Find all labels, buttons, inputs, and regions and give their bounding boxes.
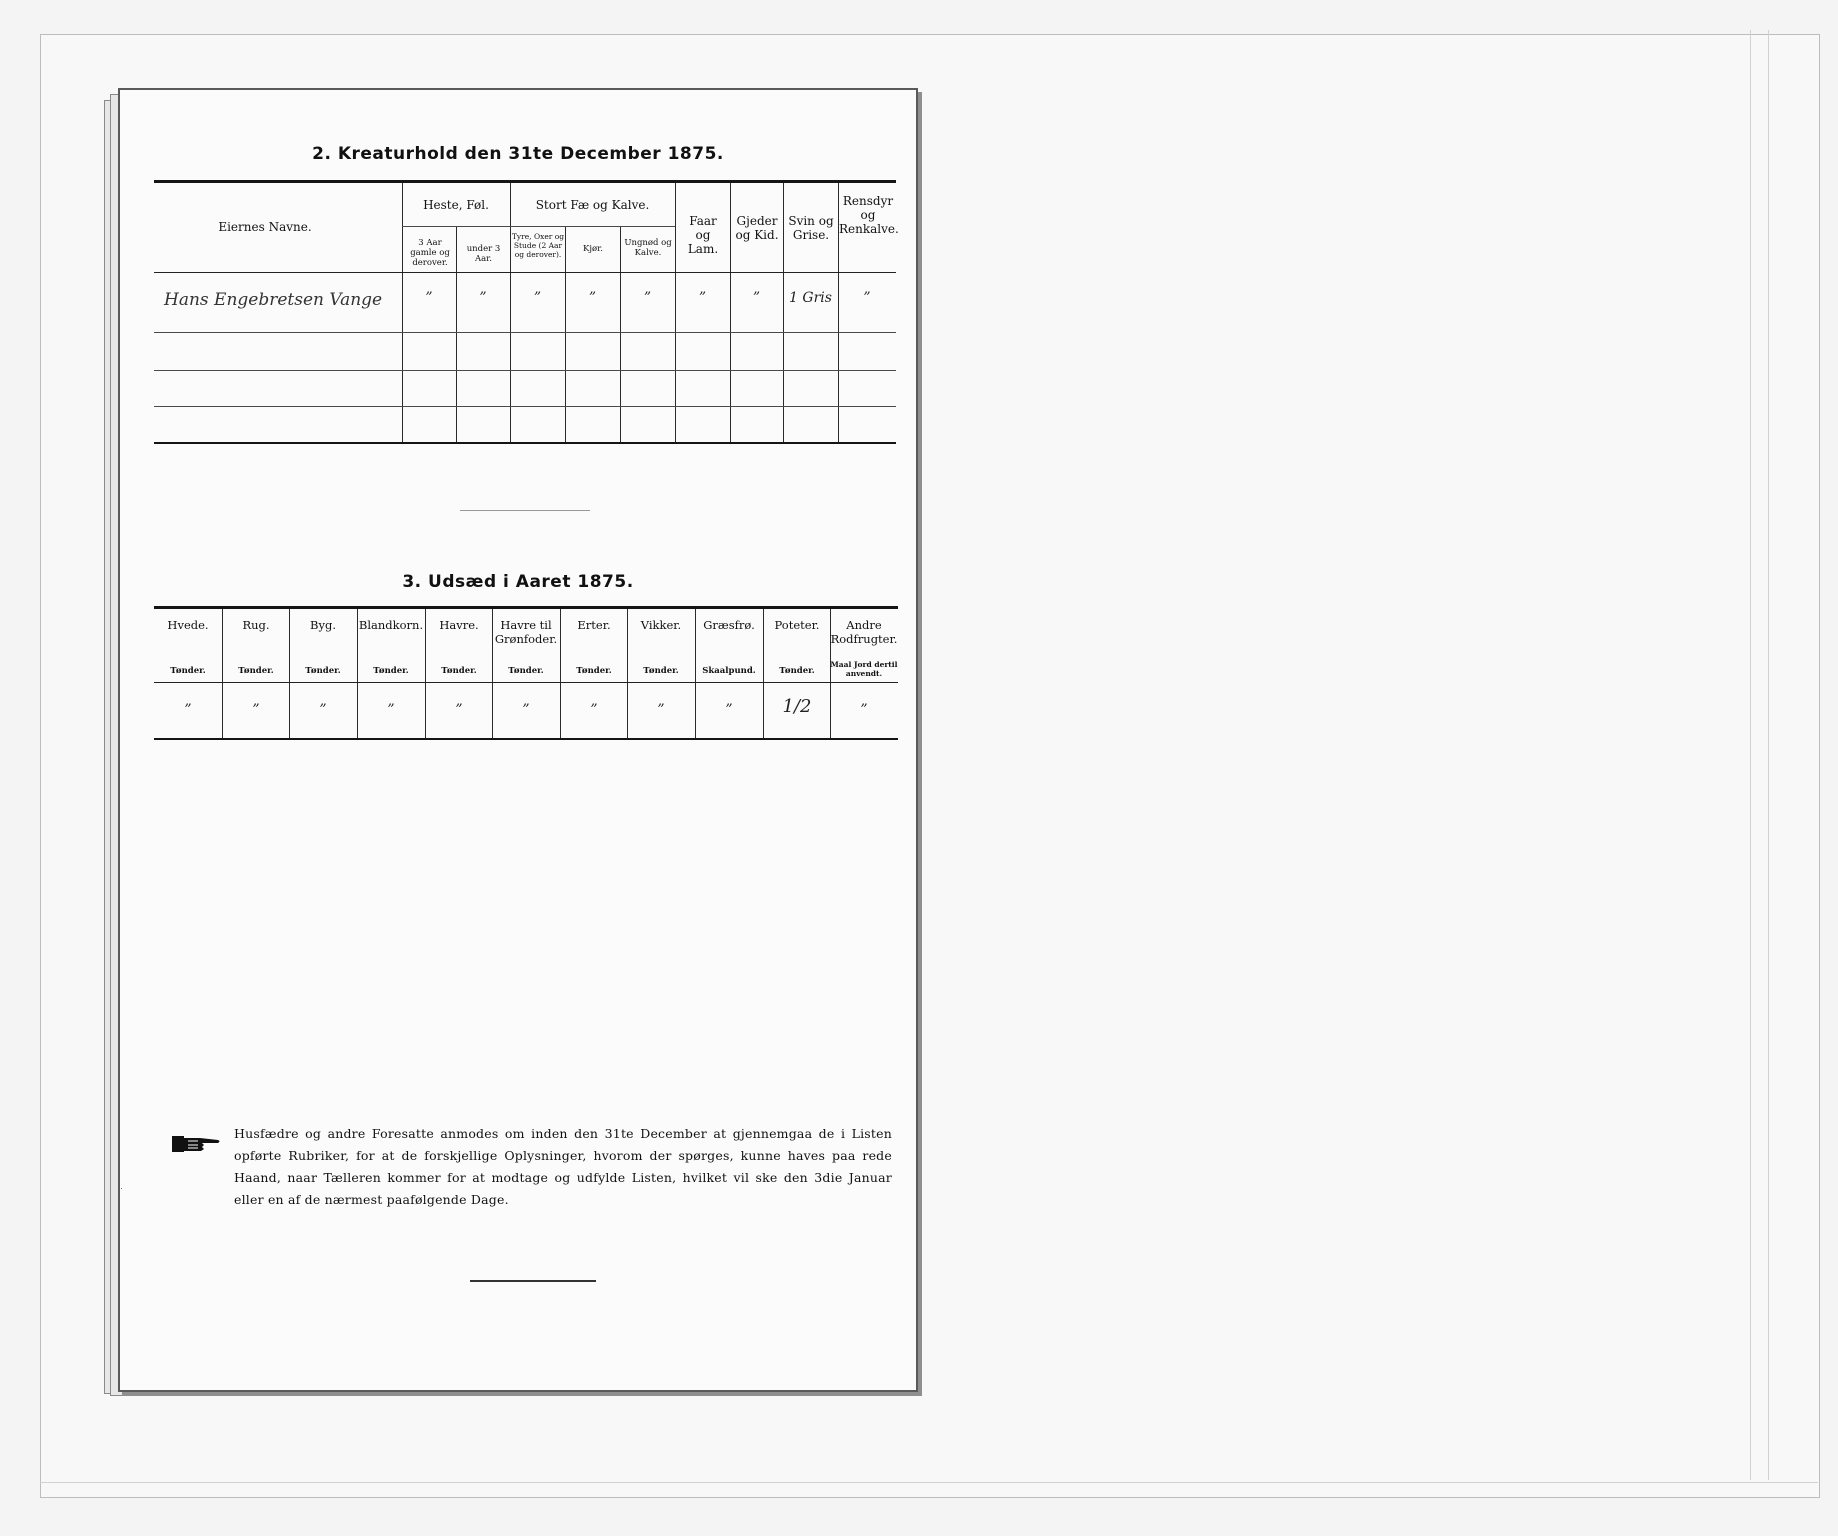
udsaed-value: ” — [387, 702, 395, 718]
row-line — [154, 370, 896, 371]
udsaed-value: ” — [657, 702, 665, 718]
header-svin: Svin og Grise. — [788, 214, 834, 242]
header-gjeder: Gjeder og Kid. — [735, 214, 779, 242]
table-rule — [154, 606, 898, 609]
udsaed-unit: Tønder. — [238, 666, 274, 676]
section3-title: 3. Udsæd i Aaret 1875. — [402, 572, 634, 592]
subheader-line — [402, 226, 675, 227]
header-kjor: Kjør. — [583, 244, 603, 254]
owner-name: Hans Engebretsen Vange — [164, 290, 383, 310]
header-heste-under3: under 3 Aar. — [466, 244, 501, 264]
udsaed-header: Byg. — [310, 618, 336, 632]
udsaed-header: Hvede. — [167, 618, 209, 632]
header-tyre: Tyre, Oxer og Stude (2 Aar og derover). — [511, 232, 565, 259]
udsaed-header: Blandkorn. — [358, 618, 424, 632]
header-heste-over3: 3 Aar gamle og derover. — [410, 238, 450, 268]
udsaed-unit: Skaalpund. — [702, 666, 756, 676]
table-rule — [154, 442, 896, 444]
udsaed-value: ” — [860, 702, 868, 718]
header-stort-fae: Stort Fæ og Kalve. — [535, 198, 650, 212]
udsaed-header: Havre til Grønfoder. — [494, 618, 558, 646]
value-heste-over3: ” — [425, 290, 433, 306]
column-divider — [730, 183, 731, 442]
row-line — [154, 406, 896, 407]
value-kjor: ” — [588, 290, 597, 306]
value-tyre: ” — [533, 290, 542, 306]
udsaed-unit: Maal Jord dertil anvendt. — [830, 660, 898, 678]
udsaed-value: ” — [252, 702, 260, 718]
udsaed-value: ” — [725, 702, 733, 718]
udsaed-value: ” — [184, 702, 192, 718]
udsaed-header: Erter. — [577, 618, 611, 632]
udsaed-header: Vikker. — [640, 618, 682, 632]
header-line — [154, 272, 896, 273]
udsaed-unit: Tønder. — [305, 666, 341, 676]
udsaed-unit: Tønder. — [643, 666, 679, 676]
header-line — [154, 682, 898, 683]
udsaed-value: ” — [522, 702, 530, 718]
page-bottom-dash — [121, 1188, 122, 1189]
frame-edge — [1768, 30, 1769, 1480]
udsaed-header: Græsfrø. — [703, 618, 755, 632]
separator-dash — [470, 1280, 596, 1282]
udsaed-header: Poteter. — [774, 618, 820, 632]
table-rule — [154, 180, 896, 183]
value-heste-under3: ” — [479, 290, 487, 306]
udsaed-unit: Tønder. — [576, 666, 612, 676]
value-ungnod: ” — [643, 290, 652, 306]
value-faar: ” — [698, 290, 707, 306]
udsaed-unit: Tønder. — [508, 666, 544, 676]
frame-edge — [40, 1482, 1818, 1483]
column-divider — [620, 226, 621, 442]
census-page — [118, 88, 918, 1392]
value-gjeder: ” — [752, 290, 761, 306]
column-divider — [675, 183, 676, 442]
section2-title: 2. Kreaturhold den 31te December 1875. — [312, 144, 724, 164]
udsaed-value: ” — [455, 702, 463, 718]
header-rensdyr: Rensdyr og Renkalve. — [839, 194, 899, 236]
frame-edge — [1750, 30, 1751, 1480]
udsaed-unit: Tønder. — [779, 666, 815, 676]
udsaed-header: Havre. — [439, 618, 479, 632]
column-divider — [783, 183, 784, 442]
value-svin: 1 Gris — [789, 290, 832, 306]
udsaed-unit: Tønder. — [441, 666, 477, 676]
udsaed-header: Andre Rodfrugter. — [830, 618, 898, 646]
column-divider — [565, 226, 566, 442]
udsaed-header: Rug. — [242, 618, 270, 632]
header-faar: Faar og Lam. — [687, 214, 719, 256]
separator-dash — [460, 510, 590, 511]
udsaed-value: 1/2 — [782, 696, 812, 717]
header-heste: Heste, Føl. — [423, 198, 489, 212]
udsaed-value: ” — [319, 702, 327, 718]
notice-text: Husfædre og andre Foresatte anmodes om inden den 31te December at gjennemgaa de i Listen opførte Rubriker, for at de forskjellige Oplysninger, hvorom der spørges, kunne haves paa rede Haand, naar Tælleren kommer for at modtage og udfylde Listen, hvilket vil ske den 3die Januar eller en af de nærmest paafølgende Dage. — [234, 1126, 892, 1207]
pointing-hand-icon — [170, 1132, 222, 1156]
udsaed-value: ” — [590, 702, 598, 718]
column-divider — [402, 183, 403, 442]
row-line — [154, 332, 896, 333]
udsaed-unit: Tønder. — [373, 666, 409, 676]
table-rule — [154, 738, 898, 740]
header-owner: Eiernes Navne. — [218, 220, 312, 234]
header-ungnod: Ungnød og Kalve. — [624, 238, 672, 258]
value-rensdyr: ” — [863, 290, 871, 306]
udsaed-unit: Tønder. — [170, 666, 206, 676]
column-divider — [510, 183, 511, 442]
